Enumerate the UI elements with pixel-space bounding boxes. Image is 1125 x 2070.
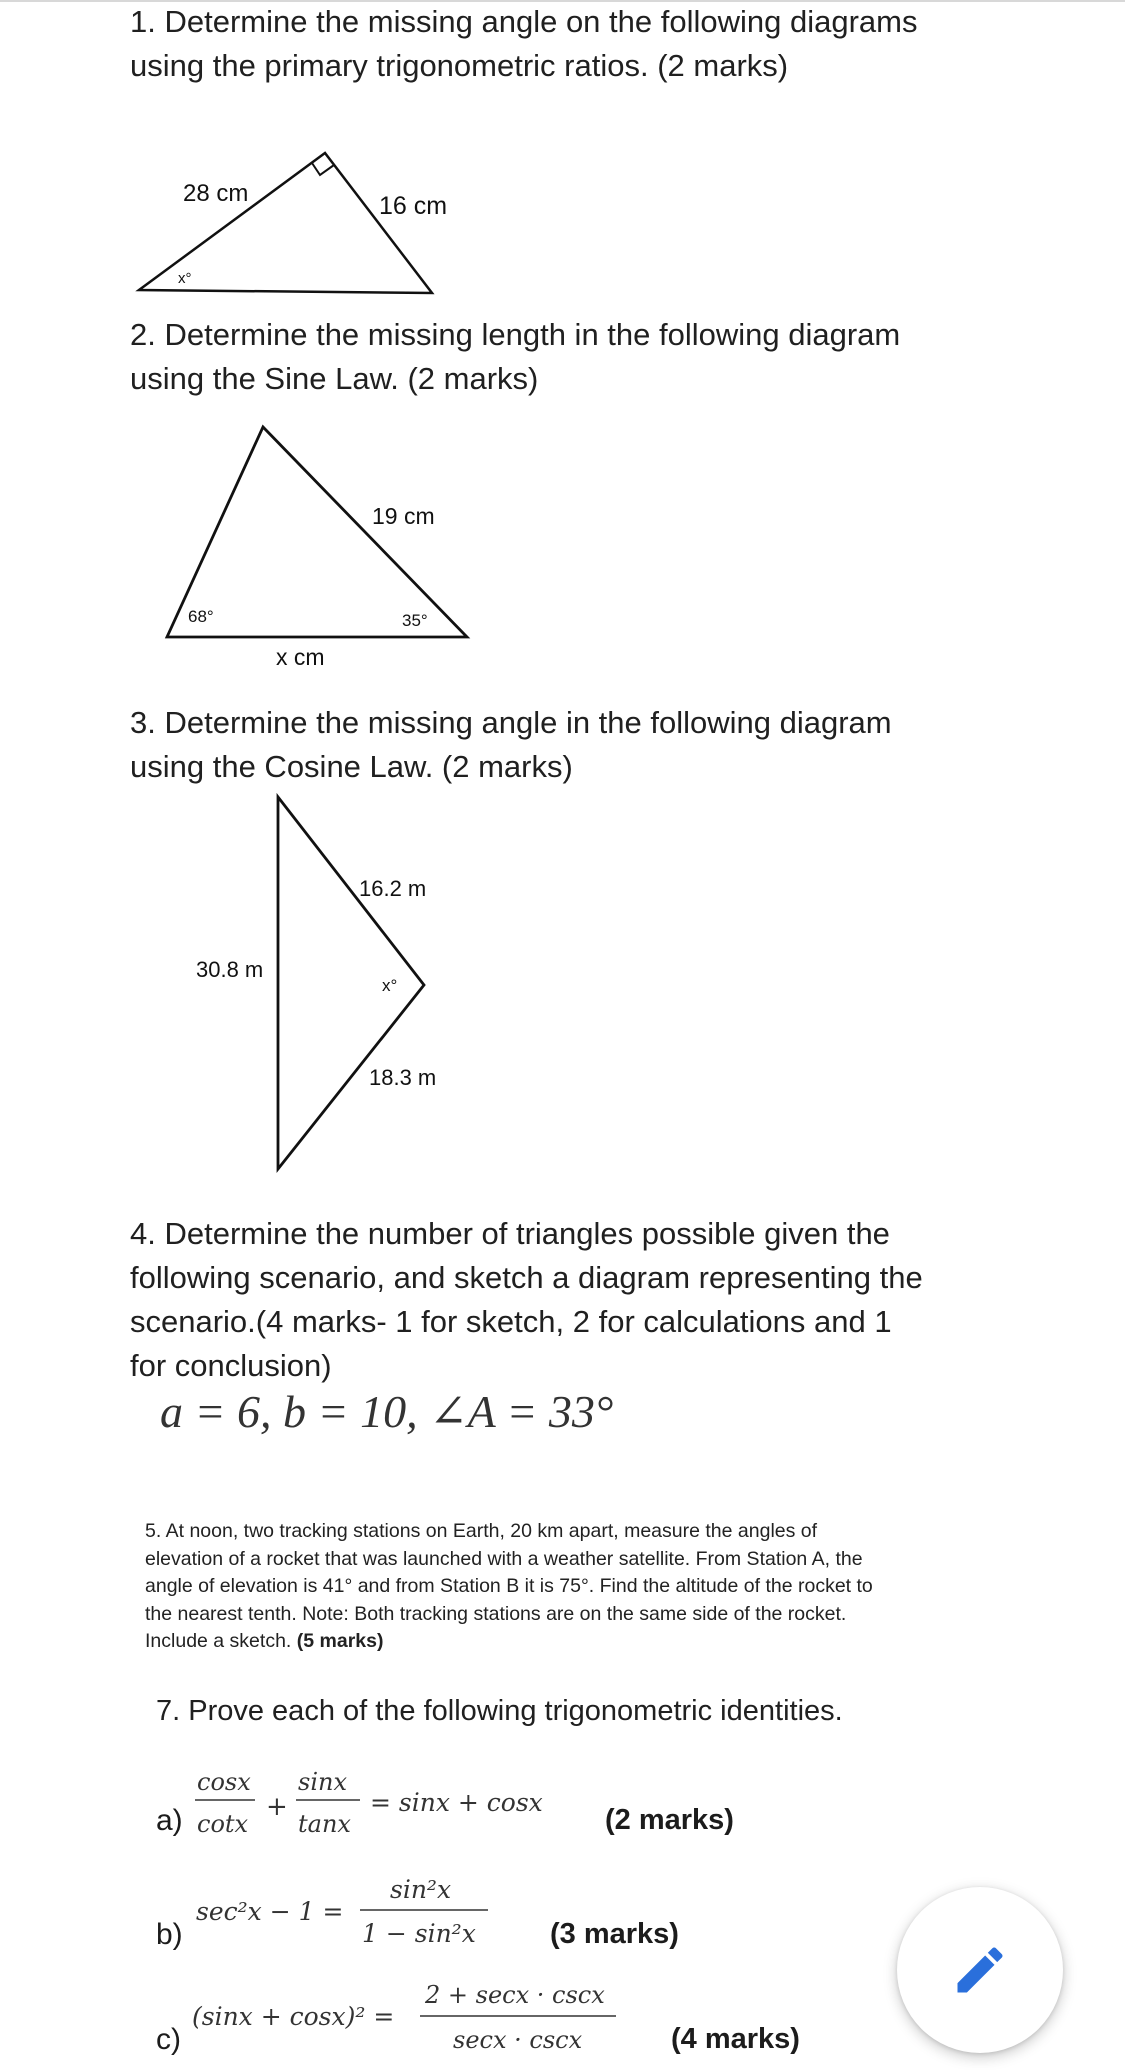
- question-4: [130, 1212, 1030, 1388]
- question-5-line2: elevation of a rocket that was launched with a weather satellite. From Station A, the: [145, 1547, 863, 1570]
- triangle-3-shape: [278, 797, 427, 1169]
- question-4-line1: 4. Determine the number of triangles possible given the: [130, 1216, 890, 1251]
- identity-c-marks: (4 marks): [671, 2023, 800, 2055]
- triangle-2-side-x: x cm: [276, 644, 325, 670]
- identity-c-lhs: (sinx + cosx)² =: [192, 2002, 395, 2031]
- question-3-line1: 3. Determine the missing angle in the following diagram: [130, 705, 892, 740]
- identity-c-num: 2 + secx · cscx: [425, 1981, 605, 2009]
- identity-a-rhs: = sinx + cosx: [370, 1788, 543, 1817]
- identity-b-num: sin²x: [390, 1875, 452, 1904]
- identity-a-num1: cosx: [197, 1768, 251, 1796]
- question-5-line3: angle of elevation is 41° and from Station B it is 75°. Find the altitude of the rocket to: [145, 1575, 873, 1597]
- identity-b-lhs: sec²x − 1 =: [196, 1897, 344, 1926]
- question-4-equation: a = 6, b = 10, ∠A = 33°: [160, 1386, 614, 1437]
- identity-a-num2: sinx: [298, 1768, 347, 1796]
- question-5-line5-text: Include a sketch.: [145, 1630, 292, 1652]
- question-5-marks: (5 marks): [296, 1630, 384, 1652]
- identity-b-letter: b): [156, 1918, 183, 1951]
- identity-a-plus: +: [266, 1792, 288, 1822]
- question-3-line2: using the Cosine Law. (2 marks): [130, 749, 573, 784]
- triangle-2-angle-35: 35°: [402, 611, 428, 630]
- triangle-3: [196, 797, 436, 1169]
- identity-a-letter: a): [156, 1804, 183, 1837]
- question-7-title: 7. Prove each of the following trigonometric identities.: [156, 1695, 843, 1727]
- question-2-line1: 2. Determine the missing length in the following diagram: [130, 317, 901, 352]
- question-1-line1: 1. Determine the missing angle on the following diagrams: [130, 4, 918, 39]
- question-4-line4: for conclusion): [130, 1348, 332, 1383]
- identity-b-marks: (3 marks): [550, 1918, 679, 1950]
- question-5-line4: the nearest tenth. Note: Both tracking stations are on the same side of the rocket.: [145, 1602, 847, 1625]
- triangle-2-side-19: 19 cm: [372, 503, 435, 529]
- question-5-line1: 5. At noon, two tracking stations on Earth, 20 km apart, measure the angles of: [145, 1520, 818, 1542]
- question-4-line3: scenario.(4 marks- 1 for sketch, 2 for calculations and 1: [130, 1304, 892, 1339]
- identity-c-letter: c): [156, 2023, 181, 2056]
- identity-b-den: 1 − sin²x: [362, 1919, 476, 1948]
- triangle-2-shape: [167, 427, 467, 637]
- triangle-3-side-18-3: 18.3 m: [369, 1065, 437, 1090]
- triangle-3-side-30-8: 30.8 m: [196, 957, 264, 982]
- identity-a-den2: tanx: [298, 1810, 351, 1838]
- question-2-line2: using the Sine Law. (2 marks): [130, 361, 539, 396]
- triangle-3-side-16-2: 16.2 m: [359, 876, 427, 901]
- identity-a-math: [195, 1768, 543, 1838]
- identity-a-marks: (2 marks): [605, 1804, 734, 1836]
- question-1-line2: using the primary trigonometric ratios. (2 marks): [130, 48, 789, 83]
- identity-c-math: [192, 1981, 616, 2054]
- triangle-1-angle-x: x°: [178, 270, 192, 287]
- question-3: [130, 701, 1030, 789]
- identity-a-den1: cotx: [197, 1810, 249, 1838]
- question-2: [130, 313, 1030, 401]
- question-5-line5: [145, 1628, 945, 1656]
- triangle-1: [139, 153, 447, 293]
- identity-c-den: secx · cscx: [453, 2026, 583, 2054]
- triangle-2-angle-68: 68°: [188, 607, 214, 626]
- pencil-icon: [950, 1940, 1010, 2000]
- edit-button[interactable]: [897, 1887, 1063, 2053]
- question-5: [145, 1518, 945, 1656]
- triangle-1-side-16: 16 cm: [379, 192, 448, 220]
- triangle-1-side-28: 28 cm: [183, 180, 249, 207]
- identity-b-math: [196, 1875, 488, 1948]
- triangle-3-angle-x: x°: [382, 976, 398, 995]
- right-angle-mark: [312, 163, 334, 175]
- question-4-line2: following scenario, and sketch a diagram representing the: [130, 1260, 923, 1295]
- triangle-2: [167, 427, 467, 670]
